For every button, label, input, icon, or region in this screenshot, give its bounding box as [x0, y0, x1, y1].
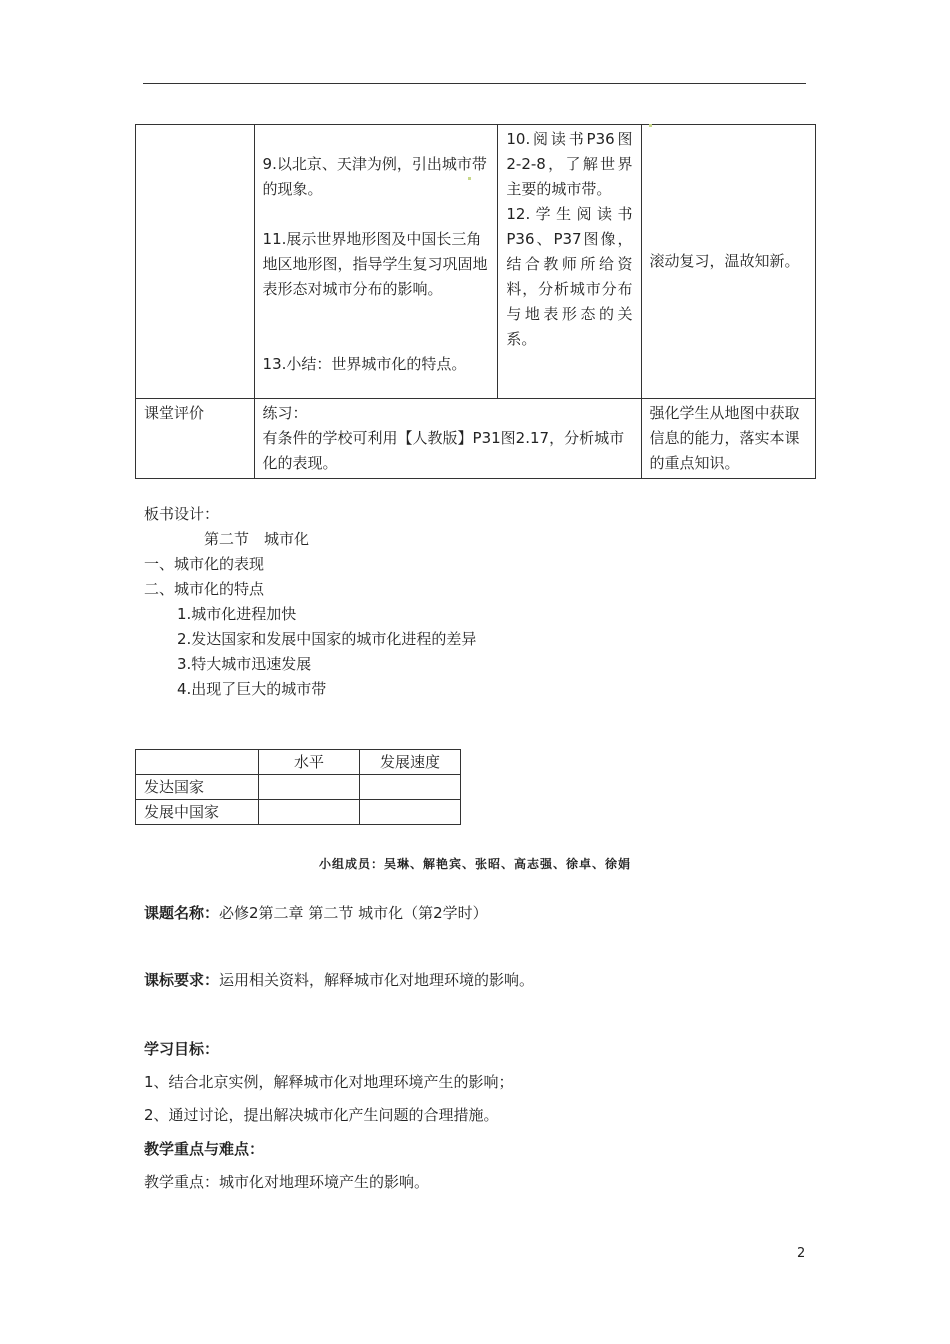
page-number: 2 [797, 1246, 806, 1261]
row-header-developing: 发展中国家 [136, 800, 259, 825]
board-subitem: 3.特大城市迅速发展 [177, 655, 312, 673]
lesson-table [135, 124, 816, 479]
board-subitem: 1.城市化进程加快 [177, 605, 297, 623]
board-heading: 板书设计： [144, 505, 220, 523]
key-label: 教学重点与难点： [144, 1140, 265, 1158]
student-step-12: 12.学生阅读书P36、P37图像，结合教师所给资料，分析城市分布与地表形态的关系。 [506, 205, 633, 348]
goals-label: 学习目标： [144, 1040, 220, 1058]
exercise-title: 练习： [262, 404, 308, 422]
topic-line [144, 901, 488, 926]
board-subitem: 4.出现了巨大的城市带 [177, 680, 327, 698]
comparison-table [135, 749, 461, 825]
evaluation-intent: 强化学生从地图中获取信息的能力，落实本课的重点知识。 [641, 399, 815, 479]
table-row [136, 800, 461, 825]
table-cell-empty [360, 800, 461, 825]
table-row [136, 750, 461, 775]
stage-label: 课堂评价 [136, 399, 255, 479]
table-cell-empty [259, 775, 360, 800]
evaluation-cell [254, 399, 641, 479]
table-row [136, 399, 816, 479]
scan-speck [468, 177, 471, 180]
design-intent-cell [641, 125, 815, 399]
standard-label: 课标要求： [144, 971, 220, 989]
board-subitem: 2.发达国家和发展中国家的城市化进程的差异 [177, 630, 477, 648]
board-item: 二、城市化的特点 [144, 580, 265, 598]
column-header-speed: 发展速度 [360, 750, 461, 775]
group-members: 小组成员：吴琳、解艳宾、张昭、高志强、徐卓、徐娟 [318, 857, 631, 871]
student-activity-cell [498, 125, 641, 399]
row-header-developed: 发达国家 [136, 775, 259, 800]
teacher-activity-cell [254, 125, 498, 399]
goal-item: 1、结合北京实例，解释城市化对地理环境产生的影响； [144, 1073, 514, 1091]
standard-text: 运用相关资料，解释城市化对地理环境的影响。 [219, 971, 535, 989]
standard-line [144, 968, 534, 993]
exercise-body: 有条件的学校可利用【人教版】P31图2.17，分析城市化的表现。 [262, 429, 625, 472]
table-cell-empty [360, 775, 461, 800]
table-cell-empty [136, 750, 259, 775]
header-rule [143, 83, 806, 84]
column-header-level: 水平 [259, 750, 360, 775]
stage-cell-empty [136, 125, 255, 399]
table-cell-empty [259, 800, 360, 825]
board-item: 一、城市化的表现 [144, 555, 265, 573]
board-title: 第二节 城市化 [204, 530, 310, 548]
table-row [136, 775, 461, 800]
table-row [136, 125, 816, 399]
student-step-10: 10.阅读书P36图2-2-8，了解世界主要的城市带。 [506, 130, 633, 198]
key-text: 教学重点：城市化对地理环境产生的影响。 [144, 1173, 430, 1191]
teacher-step-13: 13.小结：世界城市化的特点。 [262, 355, 467, 373]
teacher-step-9: 9.以北京、天津为例，引出城市带的现象。 [262, 155, 487, 198]
design-intent-text: 滚动复习，温故知新。 [649, 252, 800, 270]
teacher-step-11: 11.展示世界地形图及中国长三角地区地形图，指导学生复习巩固地表形态对城市分布的影响。 [262, 230, 488, 298]
goal-item: 2、通过讨论，提出解决城市化产生问题的合理措施。 [144, 1106, 499, 1124]
scan-speck [649, 124, 652, 127]
topic-text: 必修2第二章 第二节 城市化（第2学时） [219, 904, 488, 922]
board-design [144, 502, 476, 702]
topic-label: 课题名称： [144, 904, 220, 922]
